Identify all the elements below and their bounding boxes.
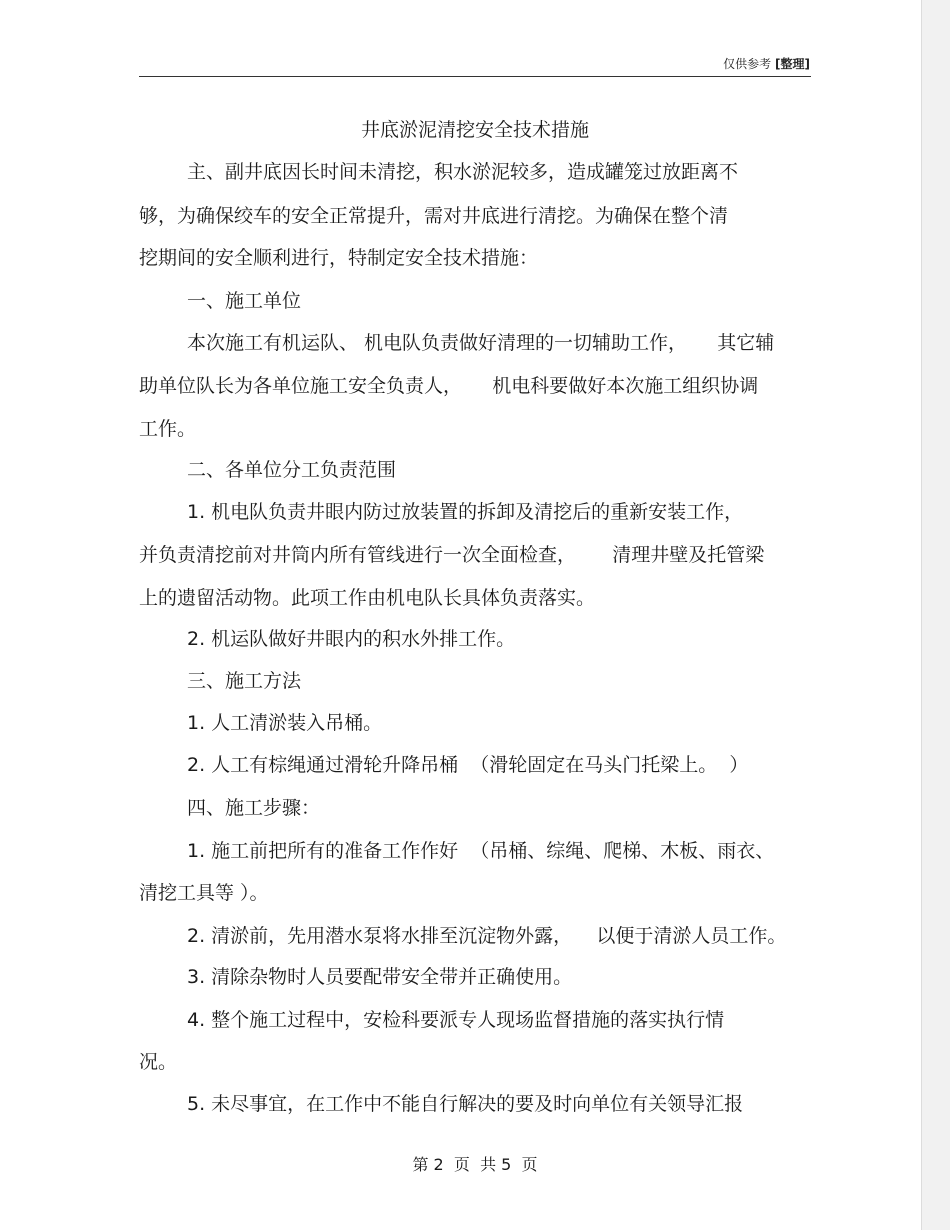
section-heading: 四、施工步骤： [187,797,321,819]
list-item: 2. 人工有棕绳通过滑轮升降吊桶 （滑轮固定在马头门托梁上。 ） [187,754,749,776]
list-item: 5. 未尽事宜，在工作中不能自行解决的要及时向单位有关领导汇报 [187,1093,744,1115]
body-line: 本次施工有机运队、 机电队负责做好清理的一切辅助工作， 其它辅 [187,332,775,354]
header-divider [139,76,811,77]
body-line: 并负责清挖前对井筒内所有管线进行一次全面检查， 清理井壁及托管梁 [139,544,765,566]
list-item: 2. 清淤前，先用潜水泵将水排至沉淀物外露， 以便于清淤人员工作。 [187,925,787,947]
section-heading: 二、各单位分工负责范围 [187,459,397,481]
body-line: 况。 [139,1051,178,1073]
body-line: 清挖工具等 ）。 [139,882,269,904]
section-heading: 三、施工方法 [187,670,302,692]
body-line: 工作。 [139,418,197,440]
header-note-text: 仅供参考 [723,57,772,71]
header-note [680,56,810,72]
document-title: 井底淤泥清挖安全技术措施 [360,119,589,141]
list-item: 1. 人工清淤装入吊桶。 [187,712,383,734]
list-item: 1. 机电队负责井眼内防过放装置的拆卸及清挖后的重新安装工作， [187,501,744,523]
header-tag: [整理] [775,57,810,71]
body-line: 挖期间的安全顺利进行，特制定安全技术措施： [139,247,539,269]
list-item: 4. 整个施工过程中，安检科要派专人现场监督措施的落实执行情 [187,1009,725,1031]
body-line: 够，为确保绞车的安全正常提升，需对井底进行清挖。为确保在整个清 [139,205,729,227]
body-line: 主、副井底因长时间未清挖，积水淤泥较多，造成罐笼过放距离不 [187,161,739,183]
body-line: 助单位队长为各单位施工安全负责人， 机电科要做好本次施工组织协调 [139,375,759,397]
section-heading: 一、施工单位 [187,290,302,312]
page-number: 第 2 页 共 5 页 [412,1155,538,1174]
list-item: 3. 清除杂物时人员要配带安全带并正确使用。 [187,966,573,988]
list-item: 1. 施工前把所有的准备工作作好 （吊桶、综绳、爬梯、木板、雨衣、 [187,840,775,862]
list-item: 2. 机运队做好井眼内的积水外排工作。 [187,628,516,650]
body-line: 上的遗留活动物。此项工作由机电队长具体负责落实。 [139,587,596,609]
page-edge [921,0,950,1230]
